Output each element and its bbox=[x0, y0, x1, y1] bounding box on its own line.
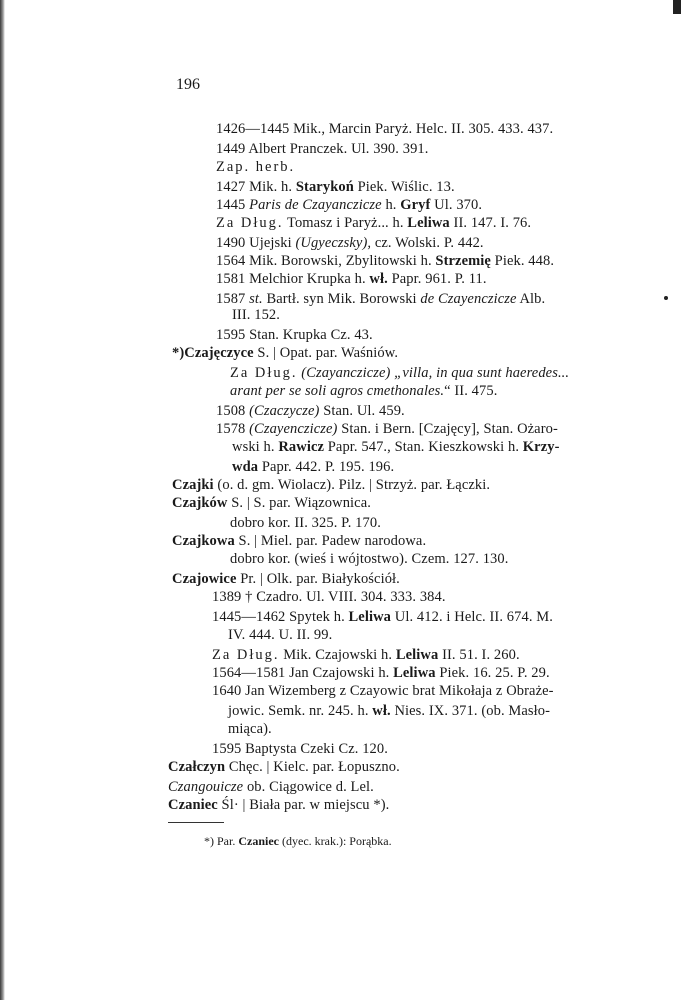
entry-line: Czajki (o. d. gm. Wiolacz). Pilz. | Strzyż. par. Łączki. bbox=[172, 477, 491, 493]
entry-line: 1587 st. Bartł. syn Mik. Borowski de Czayenczicze Alb. bbox=[216, 291, 546, 307]
entry-line: 1508 (Czaczycze) Stan. Ul. 459. bbox=[216, 403, 405, 419]
entry-line: jowic. Semk. nr. 245. h. wł. Nies. IX. 371. (ob. Masło- bbox=[228, 703, 551, 719]
entry-line: dobro kor. (wieś i wójtostwo). Czem. 127. 130. bbox=[230, 551, 509, 567]
entry-line: Czajkowa S. | Miel. par. Padew narodowa. bbox=[172, 533, 427, 549]
scan-speck bbox=[664, 296, 668, 300]
entry-line: 1389 † Czadro. Ul. VIII. 304. 333. 384. bbox=[212, 589, 446, 605]
footnote-rule bbox=[168, 822, 224, 823]
entry-line: 1449 Albert Pranczek. Ul. 390. 391. bbox=[216, 141, 429, 157]
entry-line: 1578 (Czayenczicze) Stan. i Bern. [Czajęcy], Stan. Ożaro- bbox=[216, 421, 558, 437]
binding-edge bbox=[0, 0, 5, 1000]
entry-line: IV. 444. U. II. 99. bbox=[228, 627, 333, 643]
entry-line: Czangouicze ob. Ciągowice d. Lel. bbox=[168, 779, 374, 795]
entry-line: Czajowice Pr. | Olk. par. Białykościół. bbox=[172, 571, 400, 587]
entry-line: Czałczyn Chęc. | Kielc. par. Łopuszno. bbox=[168, 759, 400, 775]
entry-line: Czaniec Śl· | Biała par. w miejscu *). bbox=[168, 797, 390, 813]
entry-line: arant per se soli agros cmethonales.“ II. 475. bbox=[230, 383, 498, 399]
entry-line: Za Dług. Mik. Czajowski h. Leliwa II. 51. I. 260. bbox=[212, 647, 520, 663]
entry-line: 1445 Paris de Czayanczicze h. Gryf Ul. 370. bbox=[216, 197, 483, 213]
entry-line: 1490 Ujejski (Ugyeczsky), cz. Wolski. P. 442. bbox=[216, 235, 484, 251]
entry-line: 1427 Mik. h. Starykoń Piek. Wiślic. 13. bbox=[216, 179, 455, 195]
page-number: 196 bbox=[176, 76, 200, 93]
entry-line: Za Dług. Tomasz i Paryż... h. Leliwa II. 147. I. 76. bbox=[216, 215, 532, 231]
entry-line: wda Papr. 442. P. 195. 196. bbox=[232, 459, 395, 475]
entry-line: Za Dług. (Czayanczicze) „villa, in qua sunt haeredes... bbox=[230, 365, 570, 381]
entry-line: 1564 Mik. Borowski, Zbylitowski h. Strzemię Piek. 448. bbox=[216, 253, 555, 269]
entry-line: 1426—1445 Mik., Marcin Paryż. Helc. II. 305. 433. 437. bbox=[216, 121, 554, 137]
entry-line: 1564—1581 Jan Czajowski h. Leliwa Piek. 16. 25. P. 29. bbox=[212, 665, 550, 681]
entry-line: 1445—1462 Spytek h. Leliwa Ul. 412. i Helc. II. 674. M. bbox=[212, 609, 554, 625]
entry-line: *)Czajęczyce S. | Opat. par. Waśniów. bbox=[172, 345, 399, 361]
entry-line: Czajków S. | S. par. Wiązownica. bbox=[172, 495, 371, 511]
entry-line: wski h. Rawicz Papr. 547., Stan. Kieszkowski h. Krzy- bbox=[232, 439, 560, 455]
footnote: *) Par. Czaniec (dyec. krak.): Porąbka. bbox=[204, 834, 392, 848]
entry-line: III. 152. bbox=[232, 307, 281, 323]
entry-line: 1595 Baptysta Czeki Cz. 120. bbox=[212, 741, 388, 757]
entry-line: dobro kor. II. 325. P. 170. bbox=[230, 515, 381, 531]
entry-line: miąca). bbox=[228, 721, 272, 737]
entry-line: 1640 Jan Wizemberg z Czayowic brat Mikołaja z Obraże- bbox=[212, 683, 554, 699]
entry-line: 1595 Stan. Krupka Cz. 43. bbox=[216, 327, 373, 343]
entry-line: 1581 Melchior Krupka h. wł. Papr. 961. P. 11. bbox=[216, 271, 487, 287]
entry-line: Zap. herb. bbox=[216, 159, 296, 175]
scan-corner-mark bbox=[673, 0, 681, 14]
